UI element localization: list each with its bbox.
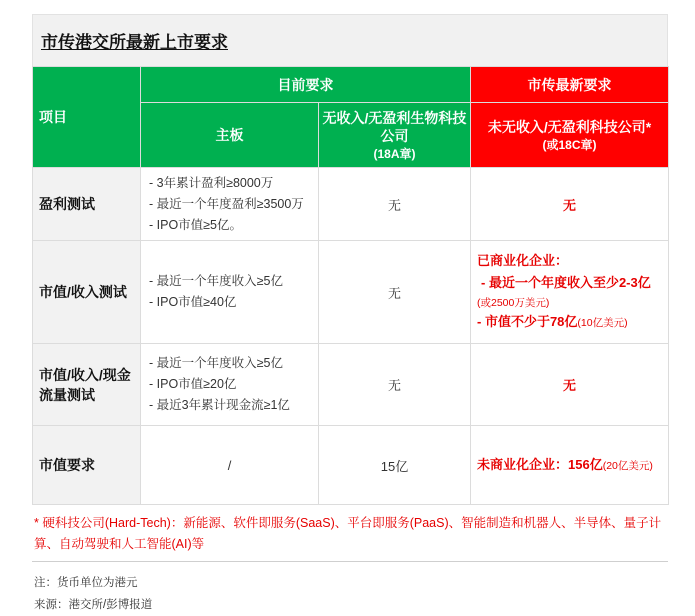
list-item: - IPO市值≥5亿。: [149, 217, 242, 232]
biotech-header-title: 无收入/无盈利生物科技公司: [322, 109, 467, 144]
table-row: [33, 426, 669, 505]
row-label: 盈利测试: [33, 168, 141, 241]
tech-header: [471, 103, 669, 168]
biotech-value: 15亿: [319, 426, 471, 505]
list-item: - 最近一个年度收入≥5亿: [149, 274, 283, 288]
list-item: - IPO市值≥20亿: [149, 377, 237, 391]
table-row: [33, 241, 669, 344]
table-row: [33, 168, 669, 241]
tech-header-chapter: (或18C章): [542, 137, 597, 152]
biotech-header-chapter: (18A章): [373, 146, 416, 161]
list-item: - 最近3年累计现金流≥1亿: [149, 398, 290, 412]
main-board-criteria: [141, 241, 319, 344]
main-board-header: 主板: [141, 103, 319, 168]
tech-value: [471, 426, 669, 505]
list-item: - IPO市值≥40亿: [149, 295, 237, 309]
tech-value: [471, 241, 669, 344]
biotech-value: 无: [319, 241, 471, 344]
tech-revenue-text: - 最近一个年度收入至少2-3亿: [481, 275, 651, 290]
row-label: 市值要求: [33, 426, 141, 505]
current-requirements-header: 目前要求: [141, 67, 471, 103]
row-label: 市值/收入/现金流量测试: [33, 344, 141, 426]
tech-value: 无: [471, 168, 669, 241]
list-item: - 最近一个年度盈利≥3500万: [149, 196, 304, 211]
tech-cap-note: (10亿美元): [577, 317, 628, 329]
list-item: - 最近一个年度收入≥5亿: [149, 356, 283, 370]
title-bar: [32, 14, 668, 66]
listing-requirements-card: [32, 14, 668, 616]
source-note: 来源：港交所/彭博报道: [34, 599, 153, 611]
notes: [32, 572, 668, 616]
tech-revenue-line: [477, 272, 668, 294]
tech-intro: 已商业化企业：: [477, 253, 569, 268]
tech-header-title: 未无收入/无盈利科技公司*: [487, 118, 652, 135]
main-board-value: /: [141, 426, 319, 505]
main-board-criteria: [141, 344, 319, 426]
divider: [32, 561, 668, 562]
biotech-header: [319, 103, 471, 168]
page-title: 市传港交所最新上市要求: [41, 33, 228, 52]
item-header: 项目: [33, 67, 141, 168]
biotech-value: 无: [319, 168, 471, 241]
header-row-1: [33, 67, 669, 103]
row-label: 市值/收入测试: [33, 241, 141, 344]
requirements-table: [32, 66, 669, 505]
tech-revenue-note-text: (或2500万美元): [477, 297, 550, 309]
hard-tech-footnote: * 硬科技公司(Hard-Tech)：新能源、软件即服务(SaaS)、平台即服务(PaaS)、智能制造和机器人、半导体、量子计算、自动驾驶和人工智能(AI)等: [34, 516, 662, 551]
tech-value: 无: [471, 344, 669, 426]
biotech-value: 无: [319, 344, 471, 426]
tech-cap-text: - 市值不少于78亿: [477, 314, 578, 329]
list-item: - 3年累计盈利≥8000万: [149, 175, 274, 190]
tech-cap-line: [477, 311, 668, 334]
rumored-requirements-header: 市传最新要求: [471, 67, 669, 103]
tech-cap-text: 未商业化企业：156亿: [477, 456, 603, 472]
main-board-criteria: [141, 168, 319, 241]
tech-revenue-note: [477, 294, 668, 311]
tech-cap-note: (20亿美元): [602, 459, 653, 472]
currency-note: 注：货币单位为港元: [34, 577, 138, 589]
table-row: [33, 344, 669, 426]
